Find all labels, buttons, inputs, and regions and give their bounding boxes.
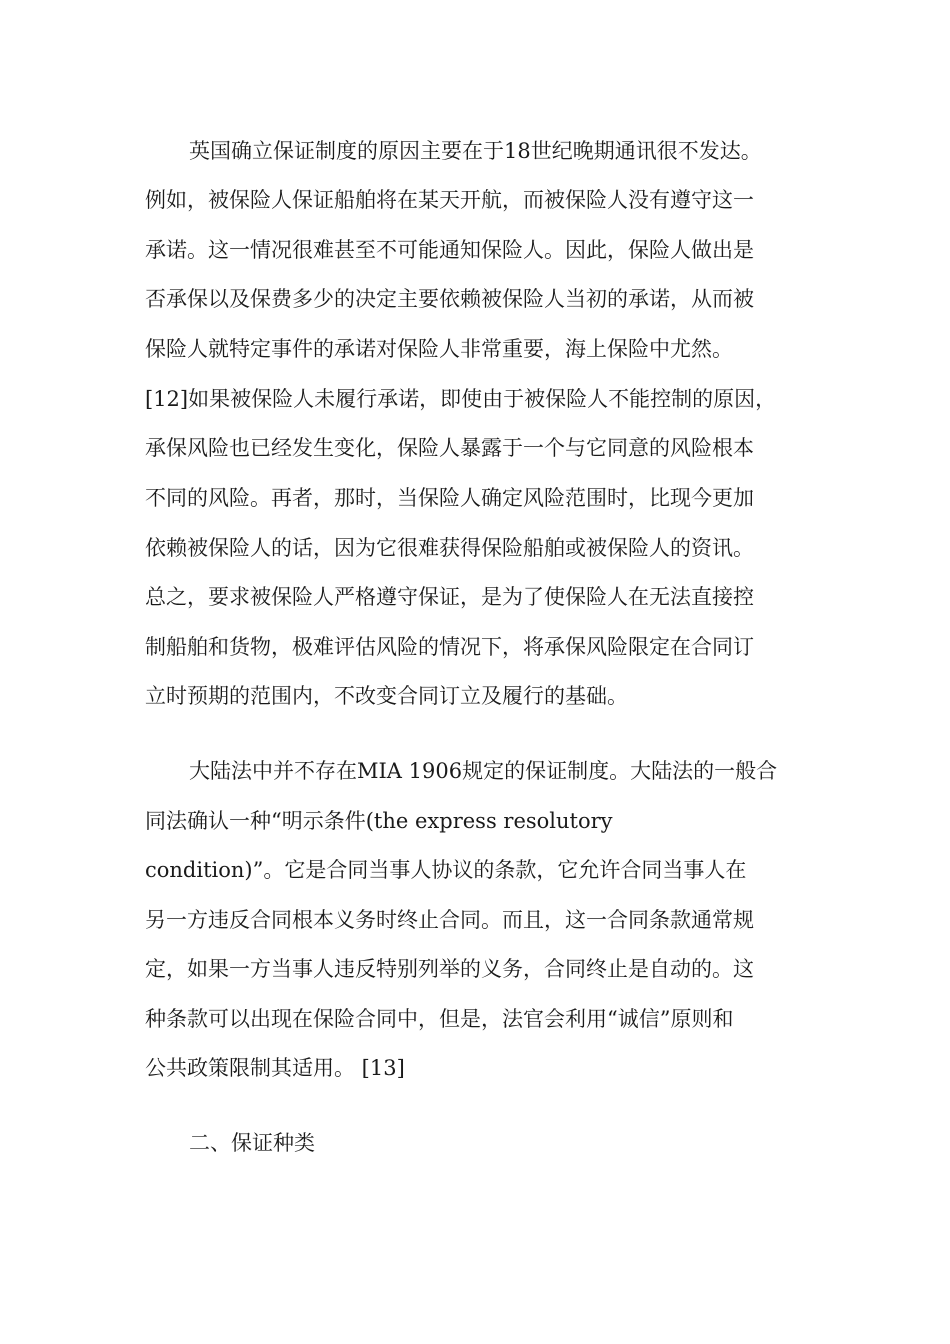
paragraph-1-line: 保险人就特定事件的承诺对保险人非常重要，海上保险中尤然。 (145, 337, 733, 361)
paragraph-1-line: 依赖被保险人的话，因为它很难获得保险船舶或被保险人的资讯。 (145, 536, 754, 560)
paragraph-1-line: 例如，被保险人保证船舶将在某天开航，而被保险人没有遵守这一 (145, 188, 754, 212)
paragraph-1-line: 立时预期的范围内，不改变合同订立及履行的基础。 (145, 684, 628, 708)
paragraph-2-line: 大陆法中并不存在MIA 1906规定的保证制度。大陆法的一般合 (189, 759, 778, 783)
paragraph-1-line: 否承保以及保费多少的决定主要依赖被保险人当初的承诺，从而被 (145, 287, 754, 311)
paragraph-1-line: 英国确立保证制度的原因主要在于18世纪晚期通讯很不发达。 (189, 139, 762, 163)
paragraph-2-line: 公共政策限制其适用。 [13] (145, 1056, 405, 1080)
paragraph-1-line: 承诺。这一情况很难甚至不可能通知保险人。因此，保险人做出是 (145, 238, 754, 262)
paragraph-2-line: condition)”。它是合同当事人协议的条款，它允许合同当事人在 (145, 858, 747, 882)
paragraph-1-line: [12]如果被保险人未履行承诺，即使由于被保险人不能控制的原因， (145, 387, 777, 411)
paragraph-2-line: 定，如果一方当事人违反特别列举的义务，合同终止是自动的。这 (145, 957, 754, 981)
section-heading: 二、保证种类 (189, 1131, 315, 1155)
paragraph-1-line: 不同的风险。再者，那时，当保险人确定风险范围时，比现今更加 (145, 486, 754, 510)
paragraph-2-line: 另一方违反合同根本义务时终止合同。而且，这一合同条款通常规 (145, 908, 754, 932)
paragraph-2-line: 同法确认一种“明示条件(the express resolutory (145, 809, 613, 833)
paragraph-1-line: 制船舶和货物，极难评估风险的情况下，将承保风险限定在合同订 (145, 635, 754, 659)
paragraph-1-line: 总之，要求被保险人严格遵守保证，是为了使保险人在无法直接控 (145, 585, 754, 609)
paragraph-2-line: 种条款可以出现在保险合同中，但是，法官会利用“诚信”原则和 (145, 1007, 734, 1031)
paragraph-1-line: 承保风险也已经发生变化，保险人暴露于一个与它同意的风险根本 (145, 436, 754, 460)
